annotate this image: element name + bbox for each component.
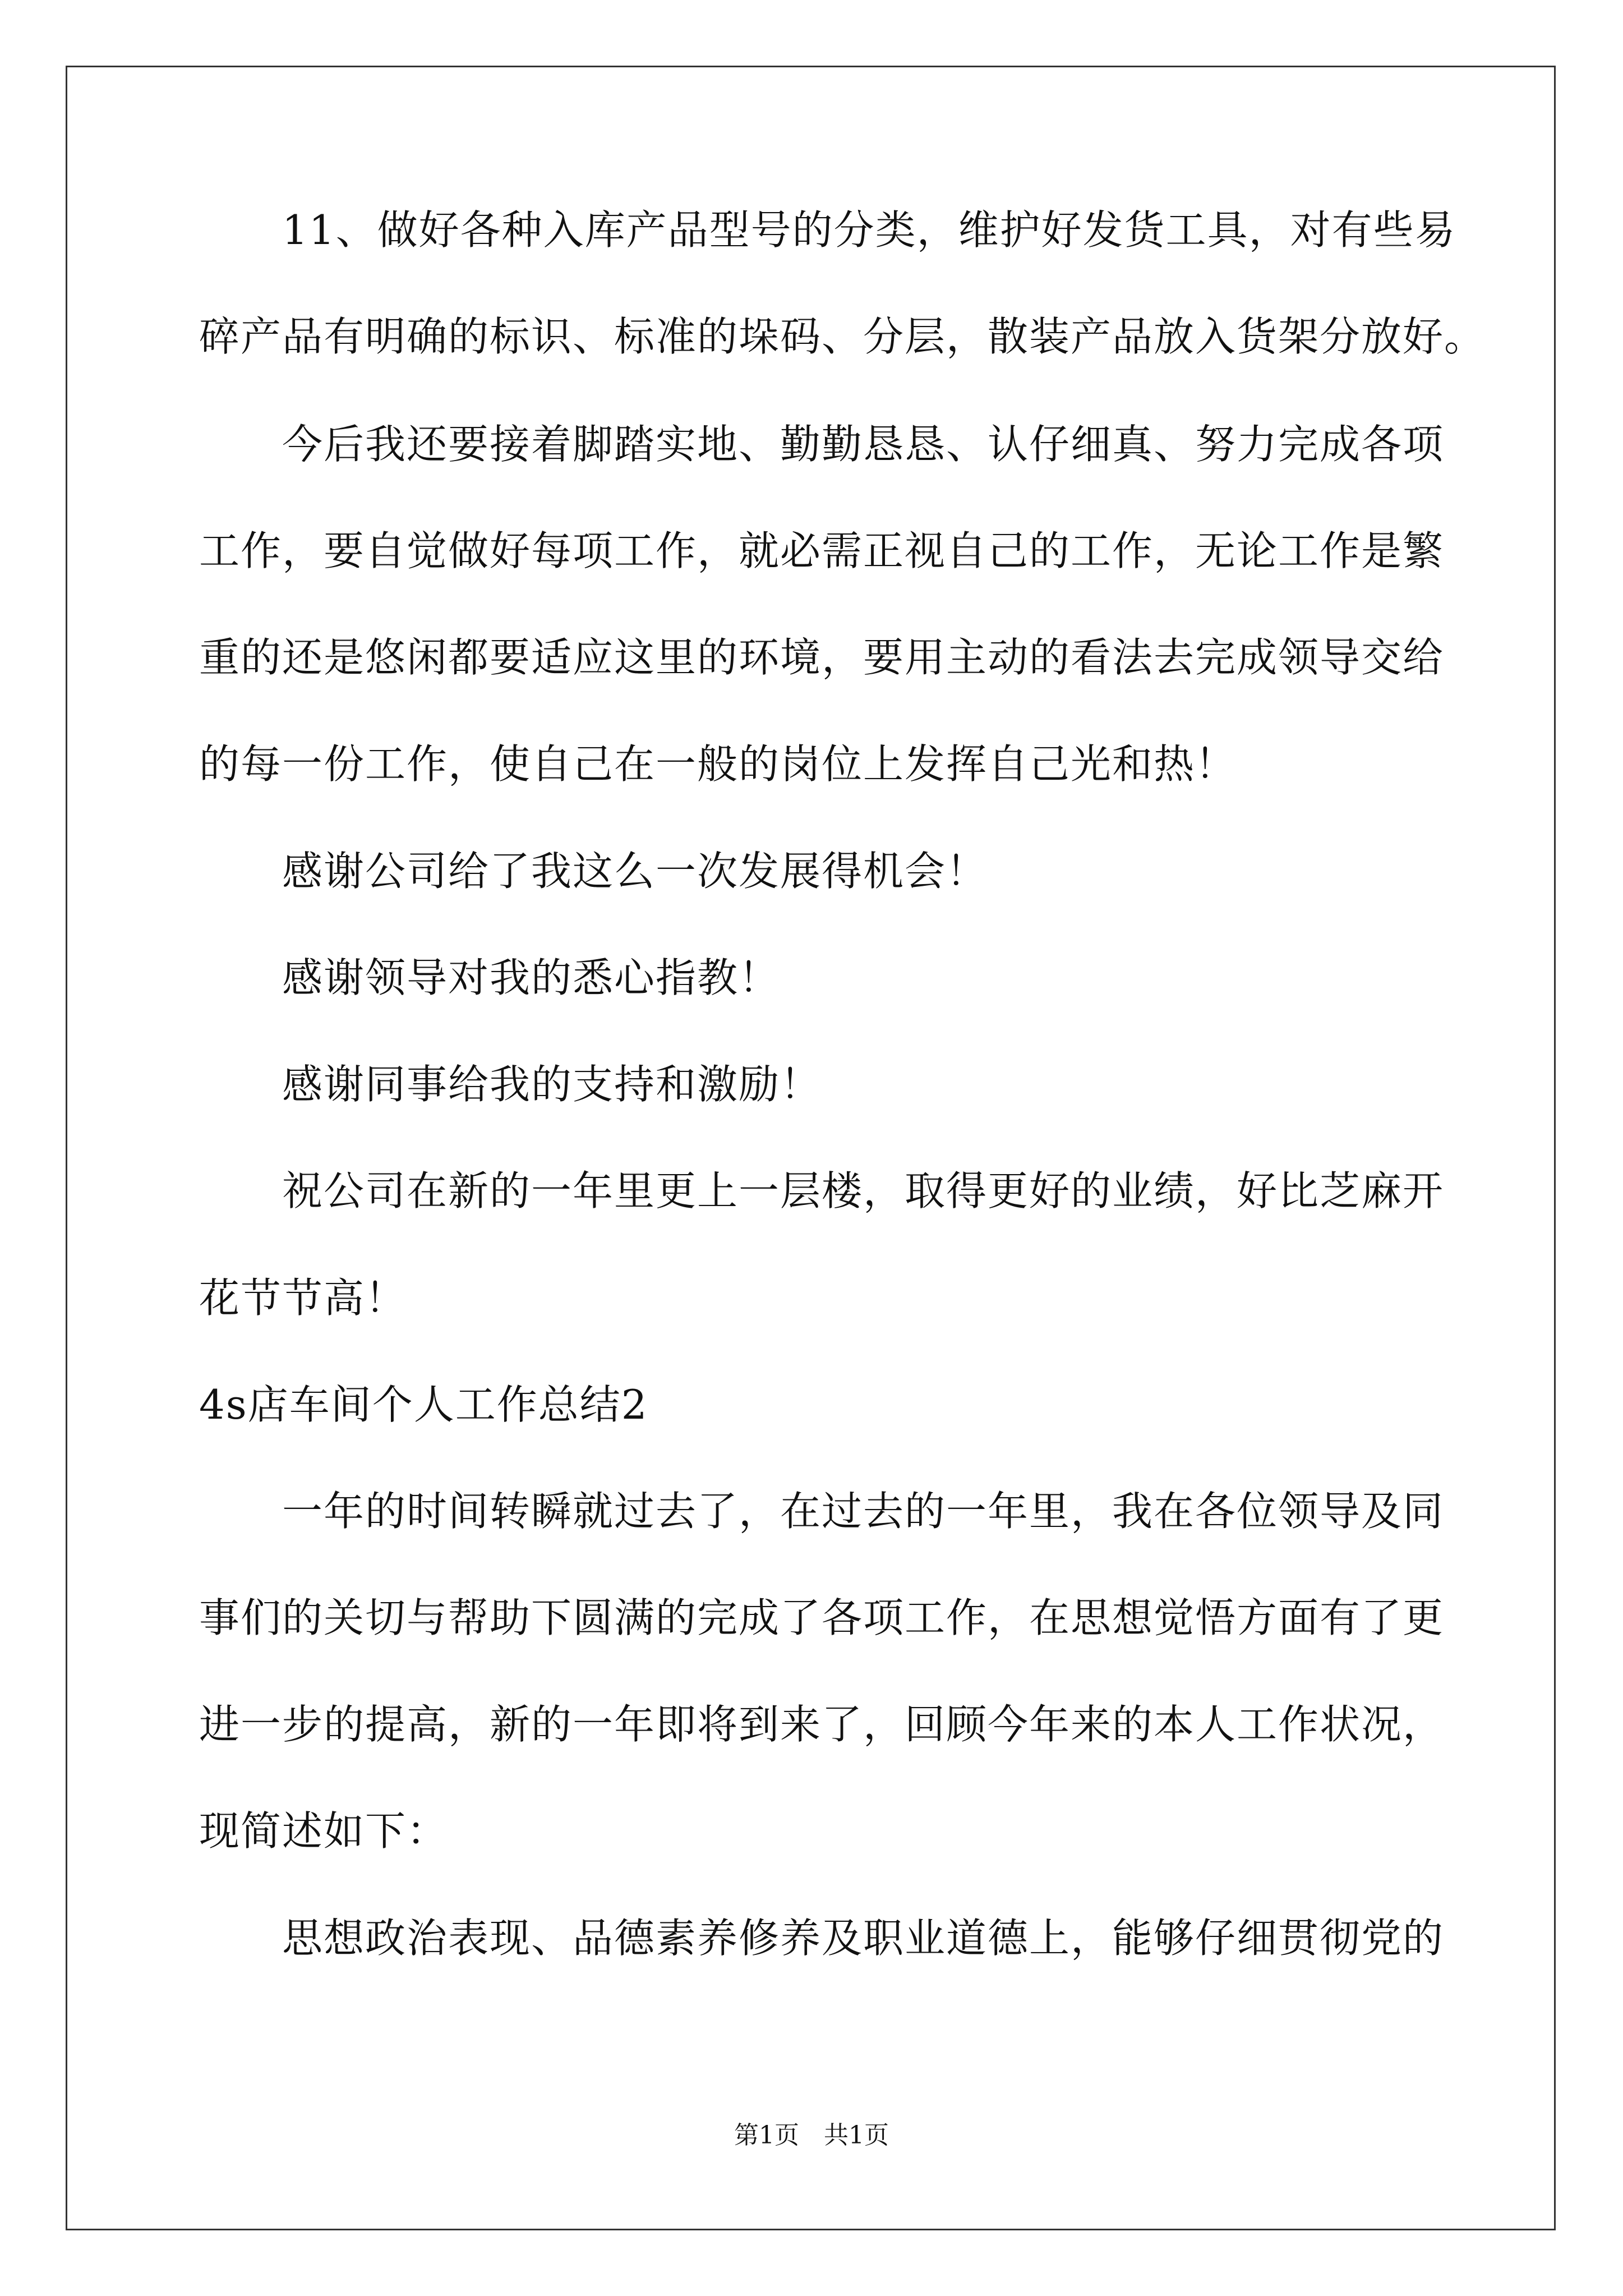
text-line: 现简述如下： [199, 1807, 449, 1855]
text-line: 思想政治表现、品德素养修养及职业道德上，能够仔细贯彻党的 [282, 1915, 1445, 1962]
text-line: 碎产品有明确的标识、标准的垛码、分层，散装产品放入货架分放好。 [199, 313, 1486, 360]
text-line: 感谢领导对我的悉心指教！ [282, 954, 781, 1001]
text-line: 感谢同事给我的支持和激励！ [282, 1061, 822, 1108]
text-line: 工作，要自觉做好每项工作，就必需正视自己的工作，无论工作是繁 [199, 527, 1445, 574]
text-line: 的每一份工作，使自己在一般的岗位上发挥自己光和热！ [199, 740, 1237, 788]
text-line: 重的还是悠闲都要适应这里的环境，要用主动的看法去完成领导交给 [199, 634, 1445, 681]
text-line: 祝公司在新的一年里更上一层楼，取得更好的业绩，好比芝麻开 [282, 1167, 1445, 1214]
text-line: 今后我还要接着脚踏实地、勤勤恳恳、认仔细真、努力完成各项 [282, 421, 1445, 468]
page-footer: 第1页 共1页 [734, 2121, 889, 2150]
text-line: 一年的时间转瞬就过去了，在过去的一年里，我在各位领导及同 [282, 1488, 1445, 1535]
section-heading: 4s店车间个人工作总结2 [199, 1381, 648, 1428]
text-line: 进一步的提高，新的一年即将到来了，回顾今年来的本人工作状况， [199, 1701, 1445, 1748]
text-line: 事们的关切与帮助下圆满的完成了各项工作，在思想觉悟方面有了更 [199, 1594, 1445, 1641]
text-line: 花节节高！ [199, 1274, 407, 1322]
page-border [66, 66, 1556, 2230]
text-line: 感谢公司给了我这么一次发展得机会！ [282, 848, 988, 895]
text-line: 11、做好各种入库产品型号的分类，维护好发货工具，对有些易 [282, 206, 1456, 254]
